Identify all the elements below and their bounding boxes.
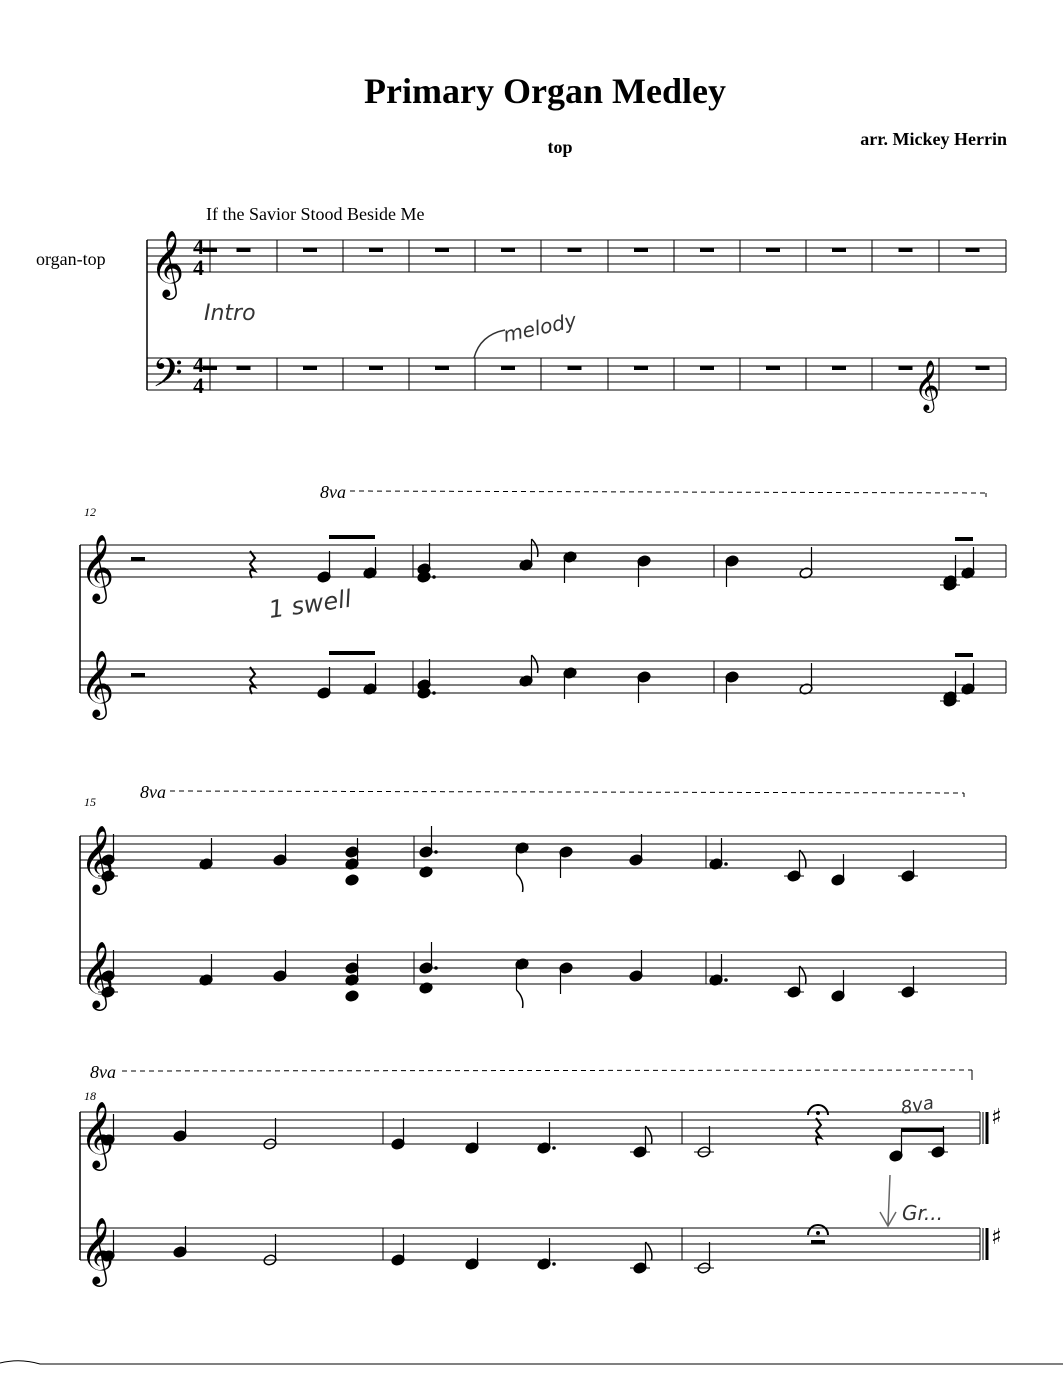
note-dot bbox=[552, 1262, 556, 1266]
sharp-icon bbox=[991, 1105, 1002, 1250]
svg-text:𝄞: 𝄞 bbox=[80, 1100, 115, 1168]
whole-rest bbox=[634, 366, 648, 370]
handwritten-arrow bbox=[880, 1175, 943, 1226]
bass-clef-icon bbox=[152, 350, 183, 406]
page-edge-line bbox=[0, 1361, 1063, 1364]
staff-lines bbox=[80, 240, 1006, 1260]
whole-rest bbox=[435, 248, 449, 252]
svg-text:𝄞: 𝄞 bbox=[80, 533, 115, 601]
svg-text:8va: 8va bbox=[320, 482, 346, 502]
note-dot bbox=[552, 1146, 556, 1150]
whole-rest bbox=[899, 366, 913, 370]
whole-rest bbox=[237, 248, 251, 252]
whole-rest bbox=[203, 248, 217, 252]
handwritten-melody bbox=[474, 308, 580, 358]
note-flag bbox=[532, 539, 538, 557]
svg-text:Gr...: Gr... bbox=[902, 1201, 943, 1225]
notes bbox=[98, 537, 975, 1274]
whole-rest bbox=[501, 248, 515, 252]
handwritten-ottava: 8va bbox=[899, 1092, 936, 1119]
whole-rest bbox=[568, 248, 582, 252]
instrument-label: organ-top bbox=[36, 249, 106, 269]
whole-rest bbox=[369, 248, 383, 252]
whole-rest bbox=[966, 248, 980, 252]
whole-rest bbox=[832, 366, 846, 370]
svg-text:𝄞: 𝄞 bbox=[80, 940, 115, 1008]
whole-rest bbox=[203, 366, 217, 370]
treble-clef-icon bbox=[80, 533, 114, 1287]
whole-rest bbox=[766, 366, 780, 370]
note-flag bbox=[517, 990, 523, 1008]
whole-rest bbox=[237, 366, 251, 370]
note-flag bbox=[646, 1242, 652, 1260]
svg-text:𝄞: 𝄞 bbox=[914, 360, 941, 411]
ottava-line bbox=[140, 782, 964, 802]
svg-text:4: 4 bbox=[193, 352, 204, 377]
rests bbox=[131, 248, 993, 1244]
note-flag bbox=[517, 874, 523, 892]
whole-rest bbox=[303, 248, 317, 252]
svg-text:𝄞: 𝄞 bbox=[150, 229, 185, 297]
half-rest bbox=[131, 557, 145, 561]
whole-rest bbox=[501, 366, 515, 370]
note-dot bbox=[432, 691, 436, 695]
svg-text:𝄢: 𝄢 bbox=[152, 350, 183, 406]
svg-text:melody: melody bbox=[501, 308, 579, 347]
whole-rest bbox=[832, 248, 846, 252]
note-dot bbox=[432, 575, 436, 579]
whole-rest bbox=[700, 366, 714, 370]
measure-number: 18 bbox=[84, 1089, 96, 1103]
handwritten-swell: 1 swell bbox=[266, 584, 354, 624]
time-signature bbox=[193, 234, 204, 398]
whole-rest bbox=[700, 248, 714, 252]
svg-text:8va: 8va bbox=[90, 1062, 116, 1082]
measure-number: 12 bbox=[84, 505, 96, 519]
note-flag bbox=[800, 850, 806, 868]
treble-clef-change-icon bbox=[914, 360, 940, 413]
svg-text:8va: 8va bbox=[140, 782, 166, 802]
whole-rest bbox=[634, 248, 648, 252]
note-dot bbox=[434, 850, 438, 854]
whole-rest bbox=[435, 366, 449, 370]
svg-text:4: 4 bbox=[193, 255, 204, 280]
svg-text:4: 4 bbox=[193, 373, 204, 398]
svg-text:𝄞: 𝄞 bbox=[80, 649, 115, 717]
page-title: Primary Organ Medley bbox=[364, 71, 726, 111]
note-dot bbox=[724, 978, 728, 982]
quarter-rest bbox=[250, 667, 255, 694]
ottava-line bbox=[90, 1062, 972, 1082]
note-head bbox=[345, 874, 359, 887]
arranger-credit: arr. Mickey Herrin bbox=[860, 129, 1007, 149]
whole-rest bbox=[568, 366, 582, 370]
whole-rest bbox=[303, 366, 317, 370]
note-dot bbox=[434, 966, 438, 970]
note-flag bbox=[646, 1126, 652, 1144]
ottava-line bbox=[320, 482, 986, 502]
note-flag bbox=[800, 966, 806, 984]
quarter-rest bbox=[816, 1118, 821, 1145]
quarter-rest bbox=[250, 551, 255, 578]
part-subtitle: top bbox=[547, 137, 573, 157]
half-rest bbox=[131, 673, 145, 677]
half-rest bbox=[811, 1240, 825, 1244]
whole-rest bbox=[369, 366, 383, 370]
svg-text:𝄞: 𝄞 bbox=[80, 1216, 115, 1284]
song-title: If the Savior Stood Beside Me bbox=[206, 204, 425, 224]
whole-rest bbox=[899, 248, 913, 252]
handwritten-intro: Intro bbox=[204, 301, 256, 326]
svg-text:4: 4 bbox=[193, 234, 204, 259]
treble-clef-icon bbox=[150, 229, 184, 300]
svg-text:𝄞: 𝄞 bbox=[80, 824, 115, 892]
fermata-icon bbox=[808, 1105, 828, 1235]
svg-text:♯: ♯ bbox=[991, 1225, 1002, 1250]
note-flag bbox=[532, 655, 538, 673]
whole-rest bbox=[766, 248, 780, 252]
note-head bbox=[345, 990, 359, 1003]
svg-text:♯: ♯ bbox=[991, 1105, 1002, 1130]
note-dot bbox=[724, 862, 728, 866]
measure-number: 15 bbox=[84, 795, 96, 809]
whole-rest bbox=[976, 366, 990, 370]
barlines bbox=[80, 240, 1006, 1260]
